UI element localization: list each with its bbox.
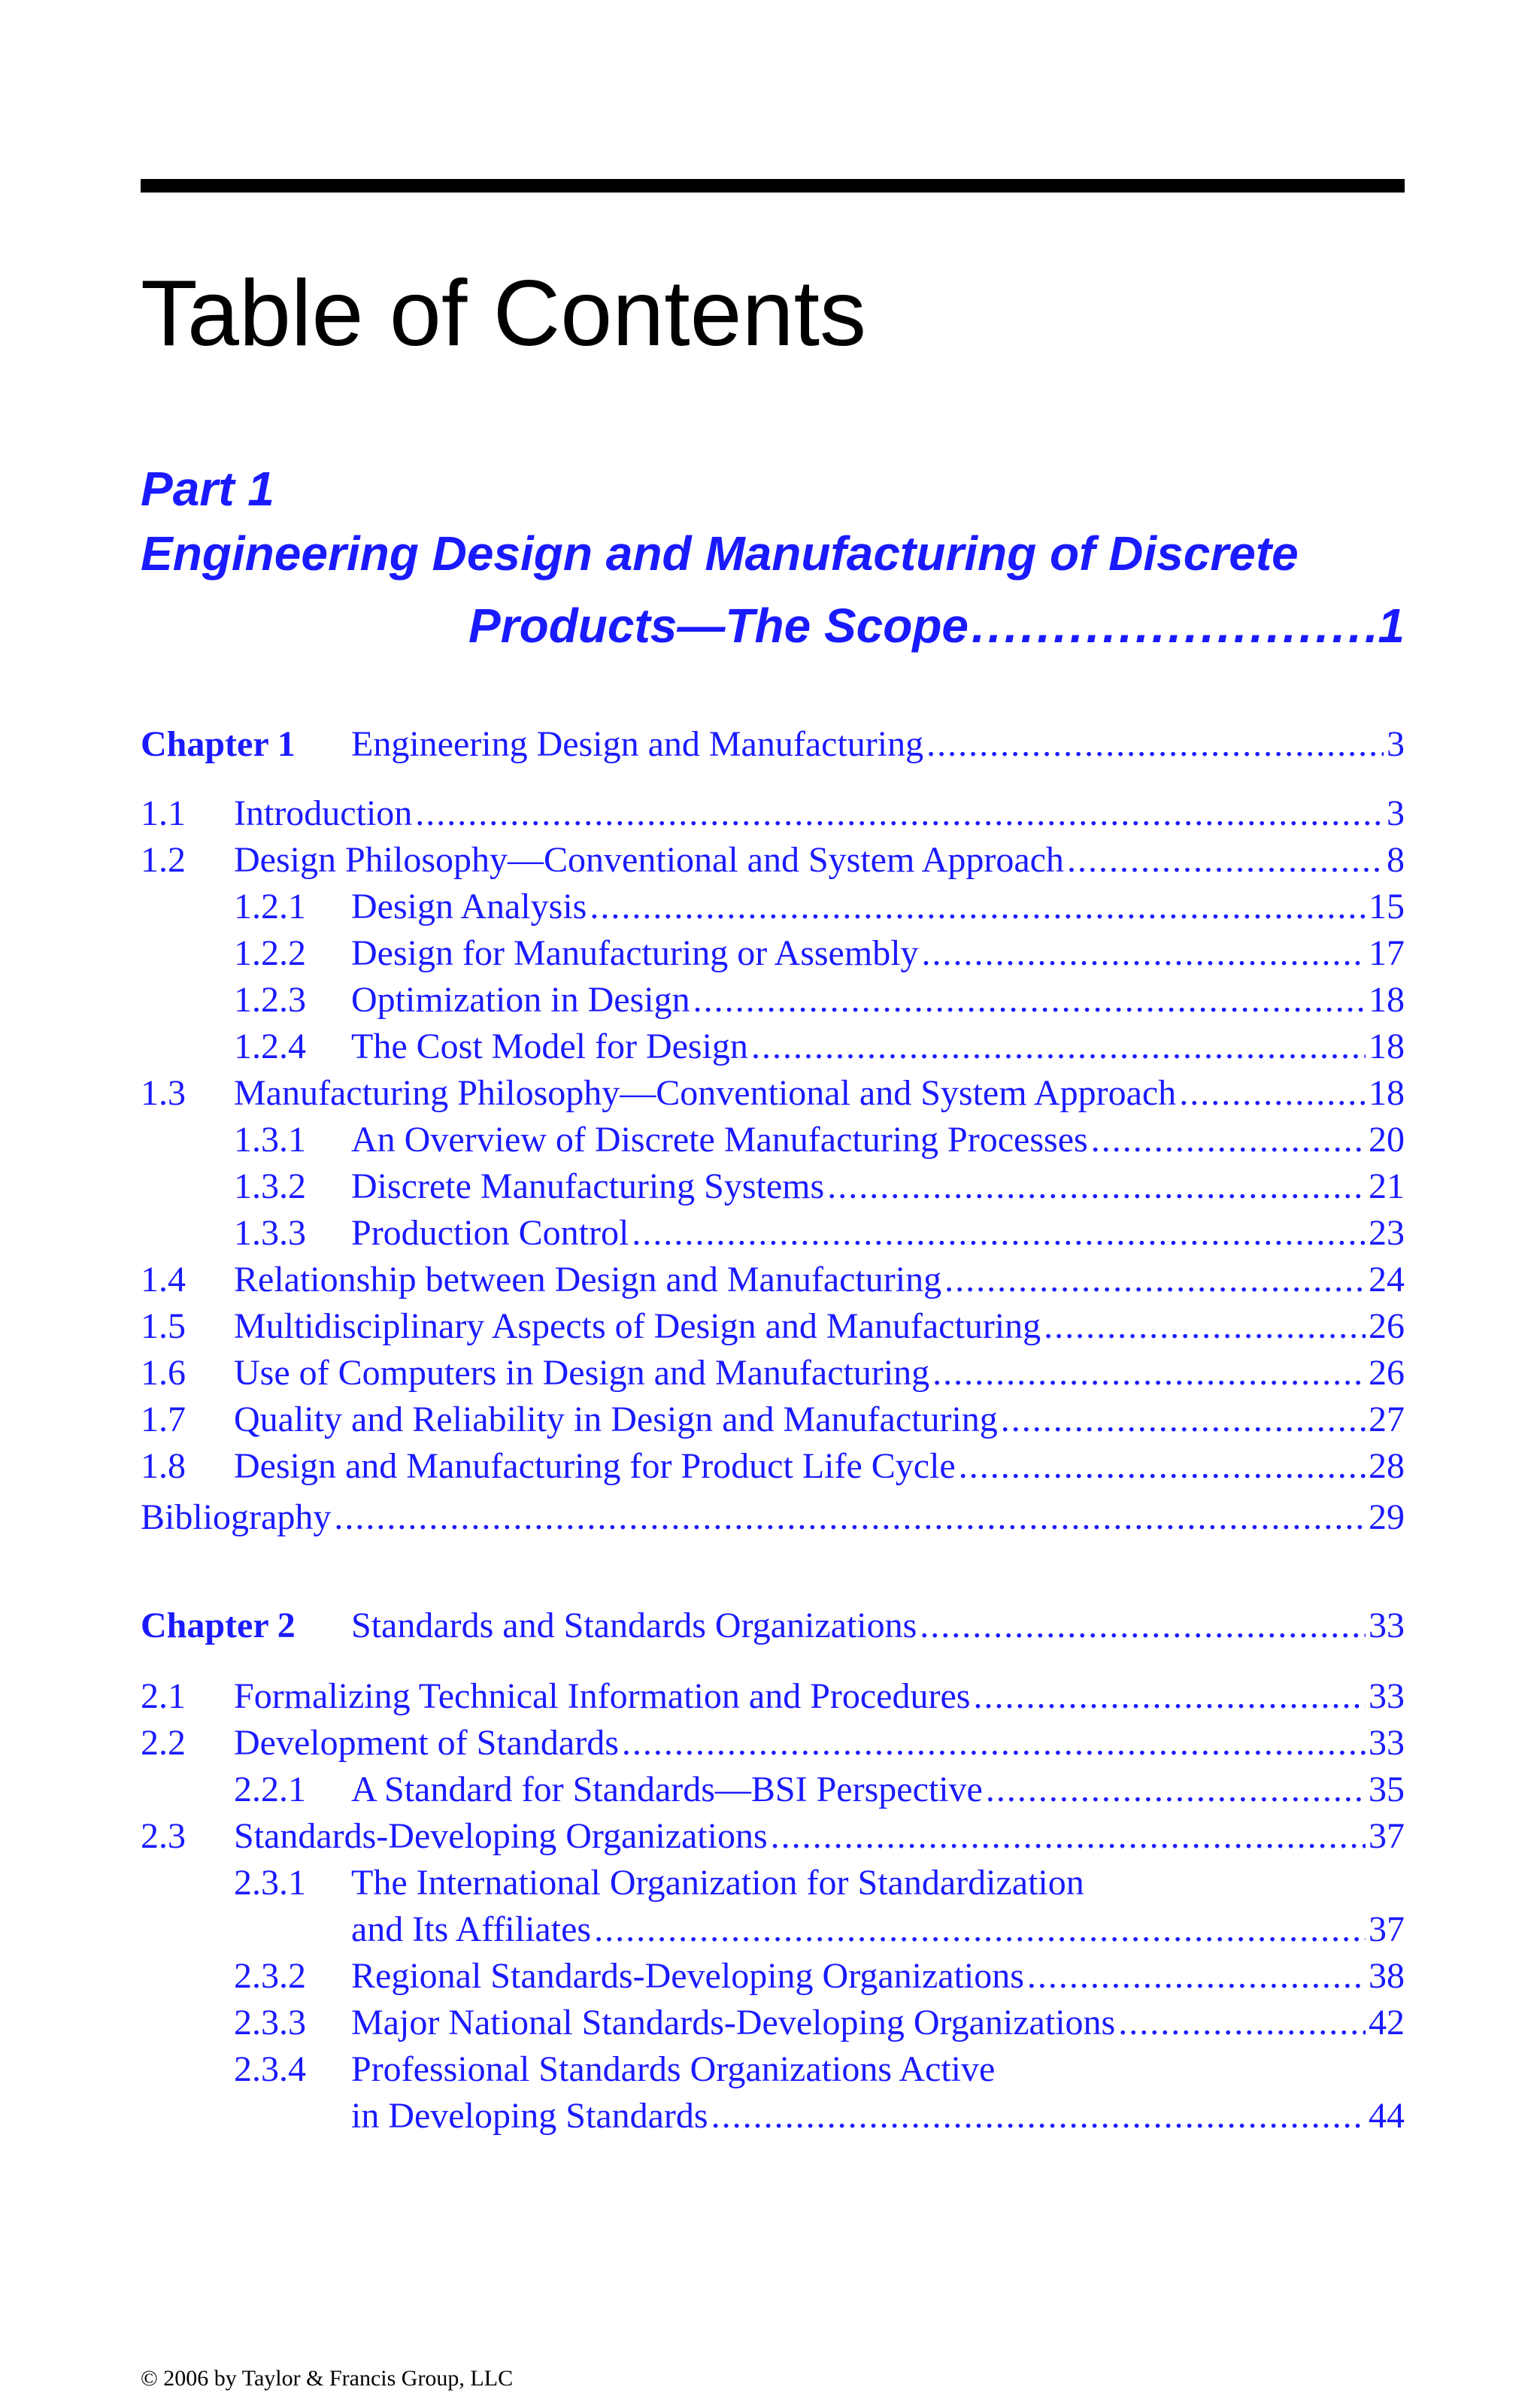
page-number: 29	[1369, 1497, 1405, 1537]
toc-entry-number: 2.2.1	[234, 1770, 306, 1809]
toc-entry-title: A Standard for Standards—BSI Perspective	[351, 1770, 983, 1809]
page-number: 28	[1369, 1446, 1405, 1486]
page-number: 35	[1369, 1770, 1405, 1809]
toc-entry-number: 1.5	[141, 1306, 186, 1346]
chapter-label: Chapter 1	[141, 724, 296, 764]
chapter-label: Chapter 2	[141, 1606, 296, 1645]
toc-entry-title: Manufacturing Philosophy—Conventional and System Approach	[234, 1073, 1177, 1113]
toc-entry[interactable]	[351, 934, 1405, 974]
toc-entry-number: 1.7	[141, 1400, 186, 1439]
page-number: 26	[1369, 1306, 1405, 1346]
chapter-title: Standards and Standards Organizations	[351, 1606, 917, 1645]
dot-leader	[622, 1724, 1366, 1764]
toc-entry-title: Quality and Reliability in Design and Manufacturing	[234, 1400, 998, 1439]
toc-entry[interactable]	[351, 981, 1405, 1021]
page-number: 42	[1369, 2003, 1405, 2043]
page-number: 15	[1369, 887, 1405, 927]
toc-entry-number: 1.3.3	[234, 1213, 306, 1253]
toc-entry[interactable]	[234, 794, 1405, 834]
dot-leader	[1067, 841, 1384, 881]
dot-leader	[973, 1677, 1366, 1717]
top-rule	[141, 179, 1405, 193]
toc-entry-number: 1.2	[141, 840, 186, 880]
toc-entry[interactable]	[351, 2003, 1405, 2043]
part-title-text: Products—The Scope	[468, 599, 969, 653]
toc-entry-number: 2.3.2	[234, 1956, 306, 1996]
toc-entry-title: Design Analysis	[351, 887, 587, 927]
toc-entry[interactable]	[351, 887, 1405, 927]
page-number: 18	[1369, 980, 1405, 1020]
toc-entry[interactable]	[351, 1214, 1405, 1254]
toc-entry-continuation[interactable]	[351, 1910, 1405, 1950]
toc-entry[interactable]	[351, 1027, 1405, 1067]
dot-leader	[1027, 1957, 1366, 1997]
toc-entry[interactable]	[234, 1817, 1405, 1857]
page-number: 8	[1387, 840, 1405, 880]
toc-entry-continuation[interactable]	[351, 2097, 1405, 2137]
page-title: Table of Contents	[141, 262, 867, 365]
toc-entry[interactable]	[234, 1724, 1405, 1764]
page-number: 24	[1369, 1260, 1405, 1300]
copyright-footer: © 2006 by Taylor & Francis Group, LLC	[141, 2366, 514, 2391]
toc-entry-title: Regional Standards-Developing Organizations	[351, 1956, 1024, 1996]
toc-entry[interactable]	[234, 1307, 1405, 1347]
toc-entry[interactable]	[351, 1121, 1405, 1160]
toc-entry[interactable]	[234, 1400, 1405, 1440]
page-number: 26	[1369, 1353, 1405, 1393]
dot-leader	[751, 1027, 1366, 1067]
page-number: 23	[1369, 1213, 1405, 1253]
toc-entry[interactable]	[234, 1074, 1405, 1114]
toc-entry-number: 1.6	[141, 1353, 186, 1393]
dot-leader	[334, 1498, 1366, 1538]
toc-entry-title-cont: in Developing Standards	[351, 2096, 708, 2136]
dot-leader	[986, 1770, 1366, 1810]
dot-leader	[1044, 1307, 1366, 1347]
dot-leader	[827, 1167, 1366, 1207]
page-number: 3	[1387, 724, 1405, 764]
toc-entry[interactable]	[234, 1447, 1405, 1487]
dot-leader	[920, 1606, 1366, 1646]
page-number: 17	[1369, 933, 1405, 973]
part-page-number: 1	[1378, 599, 1405, 653]
toc-entry-number: 2.3.3	[234, 2003, 306, 2043]
part-title-line2[interactable]	[468, 599, 1405, 653]
dot-leader	[1118, 2003, 1366, 2043]
toc-entry[interactable]	[351, 1770, 1405, 1810]
toc-entry-number: 1.8	[141, 1446, 186, 1486]
toc-entry-number: 1.2.2	[234, 933, 306, 973]
page-number: 44	[1369, 2096, 1405, 2136]
page-number: 18	[1369, 1073, 1405, 1113]
toc-entry-number: 2.3	[141, 1816, 186, 1856]
page-number: 38	[1369, 1956, 1405, 1996]
toc-entry[interactable]	[234, 1260, 1405, 1300]
toc-entry-title: Design Philosophy—Conventional and System Approach	[234, 840, 1064, 880]
page-number: 37	[1369, 1816, 1405, 1856]
toc-entry-title: The Cost Model for Design	[351, 1027, 748, 1066]
dot-leader	[632, 1214, 1366, 1254]
toc-entry-title: Introduction	[234, 793, 413, 833]
toc-entry-title: Design and Manufacturing for Product Life Cycle	[234, 1446, 956, 1486]
toc-entry-title: Development of Standards	[234, 1723, 619, 1763]
part-title-line1: Engineering Design and Manufacturing of Discrete	[141, 526, 1299, 581]
dot-leader	[711, 2097, 1366, 2137]
chapter-2-entry[interactable]	[141, 1606, 1405, 1646]
part-label: Part 1	[141, 462, 274, 516]
toc-entry[interactable]	[234, 1677, 1405, 1717]
dot-leader	[944, 1260, 1366, 1300]
toc-entry-title[interactable]: The International Organization for Standardization	[351, 1863, 1084, 1903]
dot-leader	[926, 725, 1384, 765]
toc-entry-number: 2.3.4	[234, 2049, 306, 2089]
chapter-1-entry[interactable]	[141, 725, 1405, 765]
toc-entry[interactable]	[234, 1354, 1405, 1394]
toc-entry-number: 1.2.3	[234, 980, 306, 1020]
toc-entry[interactable]	[234, 841, 1405, 881]
bibliography-title: Bibliography	[141, 1497, 332, 1537]
page-number: 20	[1369, 1120, 1405, 1160]
page-number: 3	[1387, 793, 1405, 833]
toc-entry-title: Formalizing Technical Information and Procedures	[234, 1676, 971, 1716]
page-number: 33	[1369, 1676, 1405, 1716]
toc-entry-number: 2.2	[141, 1723, 186, 1763]
dot-leader	[590, 887, 1366, 927]
page-number: 33	[1369, 1723, 1405, 1763]
toc-entry-title: Multidisciplinary Aspects of Design and Manufacturing	[234, 1306, 1041, 1346]
page-number: 18	[1369, 1027, 1405, 1066]
toc-entry-number: 1.3.1	[234, 1120, 306, 1160]
dot-leader	[959, 1447, 1366, 1487]
toc-entry-title: Major National Standards-Developing Organizations	[351, 2003, 1116, 2043]
dot-leader	[771, 1817, 1366, 1857]
chapter-title: Engineering Design and Manufacturing	[351, 724, 924, 764]
bibliography-entry[interactable]	[141, 1498, 1405, 1538]
toc-entry-title: Optimization in Design	[351, 980, 690, 1020]
toc-entry[interactable]	[351, 1957, 1405, 1997]
toc-entry-title: Discrete Manufacturing Systems	[351, 1166, 825, 1206]
toc-entry-title: Production Control	[351, 1213, 629, 1253]
toc-entry-number: 1.1	[141, 793, 186, 833]
toc-entry-title: An Overview of Discrete Manufacturing Processes	[351, 1120, 1088, 1160]
toc-entry-number: 1.2.4	[234, 1027, 306, 1066]
toc-entry-title: Design for Manufacturing or Assembly	[351, 933, 919, 973]
dot-leader	[1001, 1400, 1366, 1440]
dot-leader	[693, 981, 1366, 1021]
toc-entry-title: Standards-Developing Organizations	[234, 1816, 768, 1856]
page-number: 27	[1369, 1400, 1405, 1439]
page-number: 33	[1369, 1606, 1405, 1645]
page-number: 21	[1369, 1166, 1405, 1206]
toc-entry-title: Relationship between Design and Manufacturing	[234, 1260, 942, 1300]
toc-entry-title-cont: and Its Affiliates	[351, 1909, 592, 1949]
toc-entry-title: Use of Computers in Design and Manufacturing	[234, 1353, 930, 1393]
page-number: 37	[1369, 1909, 1405, 1949]
dot-leader	[922, 934, 1366, 974]
dot-leader	[415, 794, 1384, 834]
toc-entry-number: 1.3.2	[234, 1166, 306, 1206]
toc-entry-title[interactable]: Professional Standards Organizations Active	[351, 2049, 996, 2089]
dot-leader	[932, 1354, 1366, 1394]
toc-entry-number: 2.3.1	[234, 1863, 306, 1903]
dot-leader	[594, 1910, 1366, 1950]
dot-leader	[972, 602, 1375, 650]
toc-entry-number: 1.4	[141, 1260, 186, 1300]
toc-entry-number: 1.3	[141, 1073, 186, 1113]
dot-leader	[1091, 1121, 1366, 1160]
toc-entry[interactable]	[351, 1167, 1405, 1207]
dot-leader	[1179, 1074, 1366, 1114]
toc-entry-number: 1.2.1	[234, 887, 306, 927]
toc-entry-number: 2.1	[141, 1676, 186, 1716]
